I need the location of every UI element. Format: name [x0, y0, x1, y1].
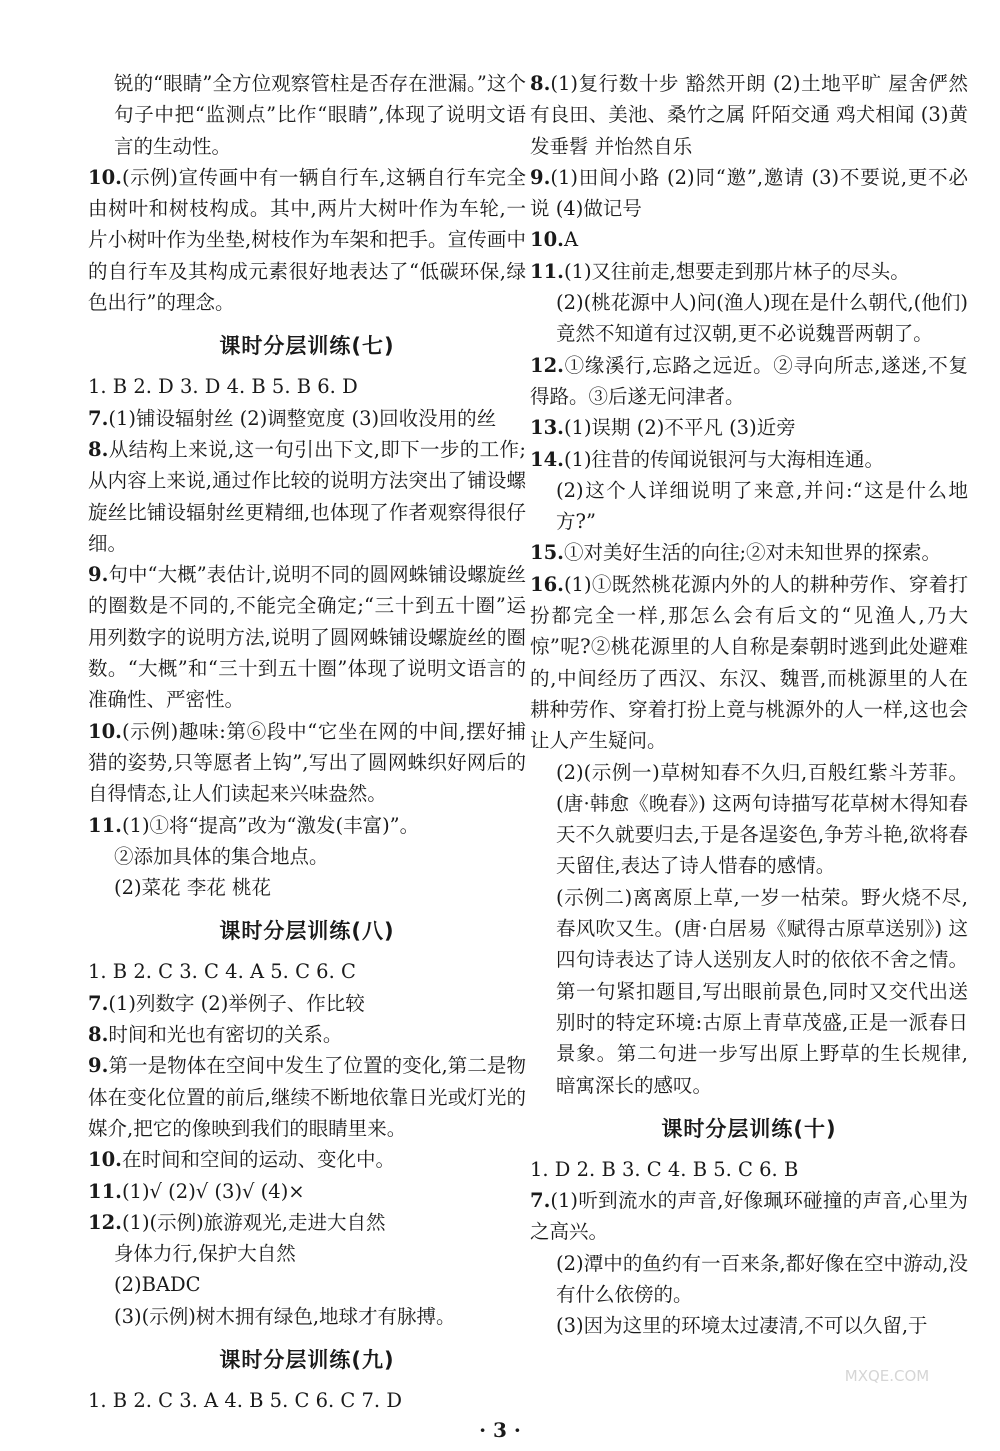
question-number: 14. — [530, 447, 564, 471]
answer-paragraph — [530, 162, 968, 225]
answer-paragraph — [530, 224, 968, 255]
section-heading: 课时分层训练(九) — [219, 1347, 395, 1372]
question-number: 12. — [530, 353, 564, 377]
answer-paragraph — [530, 350, 968, 413]
answer-text: (3)(示例)树木拥有绿色,地球才有脉搏。 — [114, 1304, 456, 1328]
answer-text: ①缘溪行,忘路之远近。②寻向所志,遂迷,不复得路。③后遂无问津者。 — [530, 353, 968, 408]
answer-text: (1)往昔的传闻说银河与大海相连通。 — [563, 447, 885, 471]
answer-paragraph — [88, 1238, 526, 1269]
answer-text: (2)这个人详细说明了来意,并问:“这是什么地方?” — [556, 478, 968, 534]
answer-paragraph — [88, 841, 526, 872]
answer-text: 锐的“眼睛”全方位观察管柱是否存在泄漏。”这个句子中把“监测点”比作“眼睛”,体现了说明文语言的生动性。 — [114, 72, 526, 158]
answer-paragraph — [530, 882, 968, 1101]
answer-paragraph — [88, 810, 526, 841]
answer-text: (2)(桃花源中人)问(渔人)现在是什么朝代,(他们)竟然不知道有过汉朝,更不必说魏晋两朝了。 — [556, 291, 968, 346]
question-number: 7. — [88, 991, 109, 1015]
answer-paragraph — [88, 988, 526, 1019]
answer-paragraph — [530, 412, 968, 443]
answer-text: (2)BADC — [114, 1273, 201, 1297]
answer-paragraph — [530, 757, 968, 882]
answer-paragraph — [530, 287, 968, 350]
answer-paragraph — [88, 956, 526, 987]
question-number: 7. — [88, 406, 109, 430]
answer-paragraph — [88, 434, 526, 559]
answer-text: 第一是物体在空间中发生了位置的变化,第二是物体在变化位置的前后,继续不断地依靠日光或灯光的媒介,把它的像映到我们的眼睛里来。 — [88, 1054, 526, 1140]
question-number: 7. — [530, 1189, 551, 1213]
answer-text: (1)①既然桃花源内外的人的耕种劳作、穿着打扮都完全一样,那怎么会有后文的“见渔人,乃大惊”呢?②桃花源里的人自称是秦朝时逃到此处避难的,中间经历了西汉、东汉、魏晋,而桃源里的人在耕种劳作、穿着打扮上竟与桃源外的人一样,这也会让人产生疑问。 — [530, 572, 968, 753]
section-heading: 课时分层训练(十) — [661, 1116, 837, 1141]
answer-paragraph — [530, 256, 968, 287]
answer-text: (2)潭中的鱼约有一百来条,都好像在空中游动,没有什么依傍的。 — [556, 1251, 968, 1306]
answer-text: 在时间和空间的运动、变化中。 — [121, 1148, 395, 1172]
answer-paragraph — [88, 1176, 526, 1207]
answer-paragraph — [88, 403, 526, 434]
question-number: 9. — [530, 165, 551, 189]
answer-paragraph — [88, 872, 526, 903]
answer-text: 1. B 2. C 3. C 4. A 5. C 6. C — [88, 960, 356, 984]
answer-text: (示例)趣味:第⑥段中“它坐在网的中间,摆好捕猎的姿势,只等愿者上钩”,写出了圆网蛛织好网后的自得情态,让人们读起来兴味盎然。 — [88, 719, 526, 806]
answer-text: (1)听到流水的声音,好像珮环碰撞的声音,心里为之高兴。 — [530, 1189, 968, 1244]
answer-paragraph — [88, 1269, 526, 1300]
answer-text: 1. B 2. D 3. D 4. B 5. B 6. D — [88, 375, 358, 399]
answer-paragraph — [88, 1301, 526, 1332]
question-number: 8. — [530, 72, 551, 95]
answer-text: (示例)宣传画中有一辆自行车,这辆自行车完全由树叶和树枝构成。其中,两片大树叶作为车轮,一片小树叶作为坐垫,树枝作为车架和把手。宣传画中的自行车及其构成元素很好地表达了“低碳环保,绿色出行”的理念。 — [88, 165, 526, 315]
answer-paragraph — [88, 1385, 526, 1416]
question-number: 10. — [88, 719, 122, 743]
question-number: 10. — [88, 1148, 122, 1172]
answer-text: 时间和光也有密切的关系。 — [108, 1023, 343, 1047]
answer-paragraph — [530, 537, 968, 568]
answer-paragraph — [530, 1154, 968, 1185]
right-column — [530, 68, 968, 1342]
answer-text: 从结构上来说,这一句引出下文,即下一步的工作;从内容上来说,通过作比较的说明方法突出了铺设螺旋丝比铺设辐射丝更精细,也体现了作者观察得很仔细。 — [88, 437, 526, 555]
answer-text: 句中“大概”表估计,说明不同的圆网蛛铺设螺旋丝的圈数是不同的,不能完全确定;“三十到五十圈”运用列数字的说明方法,说明了圆网蛛铺设螺旋丝的圈数。“大概”和“三十到五十圈”体现了说明文语言的准确性、严密性。 — [88, 563, 526, 712]
question-number: 10. — [530, 228, 564, 252]
question-number: 15. — [530, 541, 564, 565]
question-number: 16. — [530, 572, 564, 596]
answer-text: (1)误期 (2)不平凡 (3)近旁 — [563, 416, 796, 440]
answer-paragraph — [88, 559, 526, 715]
answer-text: (1)又往前走,想要走到那片林子的尽头。 — [563, 259, 910, 283]
question-number: 8. — [88, 1023, 109, 1047]
answer-paragraph — [88, 162, 526, 318]
answer-paragraph — [530, 475, 968, 538]
question-number: 9. — [88, 1054, 109, 1078]
answer-text: (1)(示例)旅游观光,走进大自然 — [121, 1210, 386, 1234]
question-number: 9. — [88, 563, 109, 587]
answer-paragraph — [530, 1248, 968, 1311]
answer-text: 身体力行,保护大自然 — [114, 1242, 296, 1266]
question-number: 11. — [88, 1179, 122, 1203]
answer-text: 1. B 2. C 3. A 4. B 5. C 6. C 7. D — [88, 1388, 402, 1412]
section-heading: 课时分层训练(八) — [219, 919, 395, 944]
question-number: 12. — [88, 1210, 122, 1234]
answer-text: (1)√ (2)√ (3)√ (4)× — [121, 1179, 305, 1203]
answer-text: (2)菜花 李花 桃花 — [114, 876, 272, 900]
left-column — [88, 68, 526, 1416]
answer-text: A — [563, 228, 579, 252]
answer-paragraph — [530, 444, 968, 475]
answer-text: ①对美好生活的向往;②对未知世界的探索。 — [563, 541, 942, 565]
section-heading: 课时分层训练(七) — [219, 334, 395, 359]
answer-paragraph — [88, 1019, 526, 1050]
answer-paragraph — [530, 569, 968, 757]
answer-paragraph — [88, 68, 526, 162]
answer-paragraph — [88, 1144, 526, 1175]
page-number: · 3 · — [479, 1418, 521, 1442]
answer-text: (3)因为这里的环境太过凄清,不可以久留,于 — [556, 1314, 928, 1338]
answer-text: (1)①将“提高”改为“激发(丰富)”。 — [121, 813, 420, 837]
answer-text: (1)列数字 (2)举例子、作比较 — [108, 991, 365, 1015]
answer-text: ②添加具体的集合地点。 — [114, 844, 329, 868]
answer-paragraph — [530, 1310, 968, 1341]
answer-paragraph — [88, 1050, 526, 1144]
question-number: 11. — [530, 259, 564, 283]
question-number: 8. — [88, 437, 109, 461]
answer-text: (示例二)离离原上草,一岁一枯荣。野火烧不尽,春风吹又生。(唐·白居易《赋得古原草送别》) 这四句诗表达了诗人送别友人时的依依不舍之情。第一句紧扣题目,写出眼前景色,同时又交代出送别时的特定环境:古原上青草茂盛,正是一派春日景象。第二句进一步写出原上野草的生长规律,暗寓深长的感叹。 — [556, 885, 968, 1097]
question-number: 10. — [88, 165, 122, 189]
answer-paragraph — [530, 1185, 968, 1248]
answer-text: (2)(示例一)草树知春不久归,百般红紫斗芳菲。(唐·韩愈《晚春》) 这两句诗描写花草树木得知春天不久就要归去,于是各逞姿色,争芳斗艳,欲将春天留住,表达了诗人惜春的感情。 — [556, 760, 968, 878]
answer-paragraph — [88, 1207, 526, 1238]
site-watermark: MXQE.COM — [844, 1367, 930, 1385]
answer-paragraph — [530, 68, 968, 162]
answer-text: (1)复行数十步 豁然开朗 (2)土地平旷 屋舍俨然 有良田、美池、桑竹之属 阡陌交通 鸡犬相闻 (3)黄发垂髫 并怡然自乐 — [530, 72, 968, 158]
answer-paragraph — [88, 716, 526, 810]
answer-text: (1)田间小路 (2)同“邀”,邀请 (3)不要说,更不必说 (4)做记号 — [530, 165, 968, 221]
answer-text: 1. D 2. B 3. C 4. B 5. C 6. B — [530, 1157, 799, 1181]
answer-text: (1)铺设辐射丝 (2)调整宽度 (3)回收没用的丝 — [108, 406, 497, 430]
question-number: 13. — [530, 416, 564, 440]
answer-paragraph — [88, 371, 526, 402]
question-number: 11. — [88, 813, 122, 837]
